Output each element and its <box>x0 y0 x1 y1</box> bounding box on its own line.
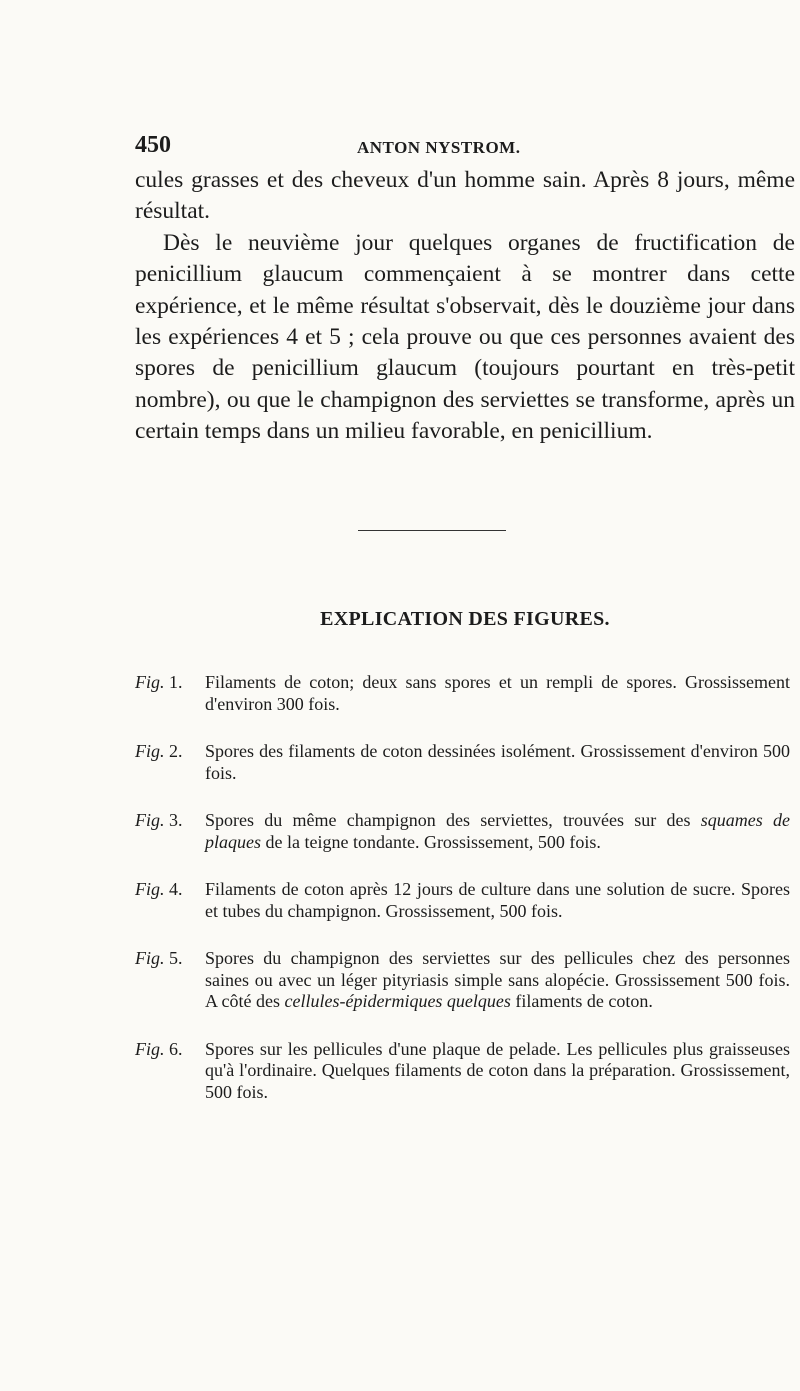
figure-caption <box>135 810 790 853</box>
figure-label: Fig. 3. <box>135 810 183 830</box>
figure-captions <box>135 672 790 1129</box>
section-divider <box>358 530 506 531</box>
figure-text: Filaments de coton après 12 jours de culture dans une solution de sucre. Spores et tubes du champignon. Grossissement, 500 fois. <box>205 879 790 921</box>
running-head: ANTON NYSTROM. <box>357 138 521 157</box>
page-number: 450 <box>135 132 171 158</box>
figure-caption <box>135 879 790 922</box>
figure-text: Spores des filaments de coton dessinées isolément. Grossissement d'environ 500 fois. <box>205 741 790 783</box>
body-text <box>135 165 795 448</box>
figure-caption <box>135 1039 790 1104</box>
figure-caption <box>135 672 790 715</box>
figure-text: Filaments de coton; deux sans spores et un rempli de spores. Grossissement d'environ 300 fois. <box>205 672 790 714</box>
figure-text: Spores du même champignon des serviettes, trouvées sur des squames de plaques de la teigne tondante. Grossissement, 500 fois. <box>205 810 790 852</box>
section-title: EXPLICATION DES FIGURES. <box>320 608 610 630</box>
figure-label: Fig. 2. <box>135 741 183 761</box>
figure-caption <box>135 948 790 1013</box>
paragraph-continued: cules grasses et des cheveux d'un homme sain. Après 8 jours, même résultat. <box>135 167 795 225</box>
figure-label: Fig. 4. <box>135 879 183 899</box>
figure-label: Fig. 6. <box>135 1038 183 1059</box>
figure-text: Spores du champignon des serviettes sur des pellicules chez des personnes saines ou avec un léger pityriasis simple sans alopécie. Grossissement 500 fois. A côté des cellules-épidermiques quelques filaments de coton. <box>205 948 790 1011</box>
paragraph: Dès le neuvième jour quelques organes de fructification de penicillium glaucum commençaient à se montrer dans cette expérience, et le même résultat s'observait, dès le douzième jour dans les expériences 4 et 5 ; cela prouve ou que ces personnes avaient des spores de penicillium glaucum (toujours pourtant en très-petit nombre), ou que le champignon des serviettes se transforme, après un certain temps dans un milieu favorable, en penicillium. <box>135 229 795 445</box>
figure-label: Fig. 5. <box>135 948 183 968</box>
figure-label: Fig. 1. <box>135 672 183 692</box>
figure-text: Spores sur les pellicules d'une plaque de pelade. Les pellicules plus graisseuses qu'à l'ordinaire. Quelques filaments de coton dans la préparation. Grossissement, 500 fois. <box>205 1038 790 1102</box>
page-header <box>135 132 785 162</box>
figure-caption <box>135 741 790 784</box>
